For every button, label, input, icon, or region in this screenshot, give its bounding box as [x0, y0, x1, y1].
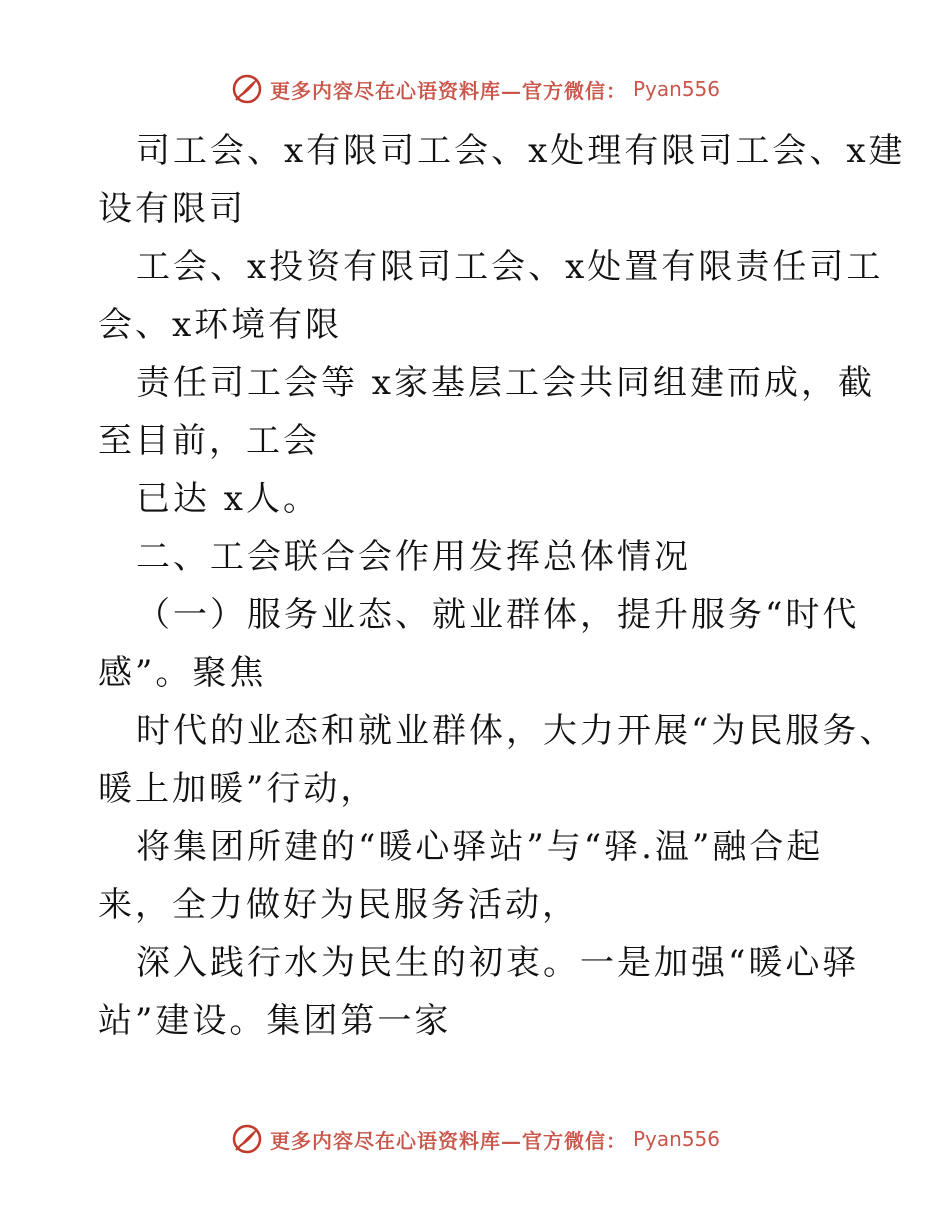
- watermark-wechat-id: Pyan556: [632, 1127, 720, 1151]
- text-line: 来，全力做好为民服务活动，: [98, 885, 579, 925]
- text-line: 感”。聚焦: [98, 653, 267, 693]
- footer-watermark: [0, 1122, 950, 1156]
- text-line: 责任司工会等 x家基层工会共同组建而成，截: [136, 363, 875, 403]
- feather-pen-logo-icon: [230, 72, 264, 106]
- text-line: 至目前，工会: [98, 421, 320, 461]
- text-line: 设有限司: [98, 189, 246, 229]
- text-line: 站”建设。集团第一家: [98, 1001, 452, 1041]
- watermark-text: 更多内容尽在心语资料库—官方微信：: [269, 78, 627, 103]
- text-line: 会、x环境有限: [98, 305, 343, 345]
- document-body: [98, 122, 906, 1050]
- text-line: 已达 x人。: [136, 479, 320, 519]
- text-line: 司工会、x有限司工会、x处理有限司工会、x建: [136, 131, 906, 171]
- header-watermark: [0, 72, 950, 106]
- watermark-text: 更多内容尽在心语资料库—官方微信：: [269, 1128, 627, 1153]
- section-heading: 二、工会联合会作用发挥总体情况: [136, 537, 691, 577]
- text-line: 深入践行水为民生的初衷。一是加强“暖心驿: [136, 943, 860, 983]
- text-line: 时代的业态和就业群体，大力开展“为民服务、: [136, 711, 897, 751]
- text-line: 将集团所建的“暖心驿站”与“驿.温”融合起: [136, 827, 824, 867]
- subsection-heading: （一）服务业态、就业群体，提升服务“时代: [136, 595, 860, 635]
- text-line: 工会、x投资有限司工会、x处置有限责任司工: [136, 247, 884, 287]
- text-line: 暖上加暖”行动，: [98, 769, 378, 809]
- feather-pen-logo-icon: [230, 1122, 264, 1156]
- watermark-wechat-id: Pyan556: [632, 77, 720, 101]
